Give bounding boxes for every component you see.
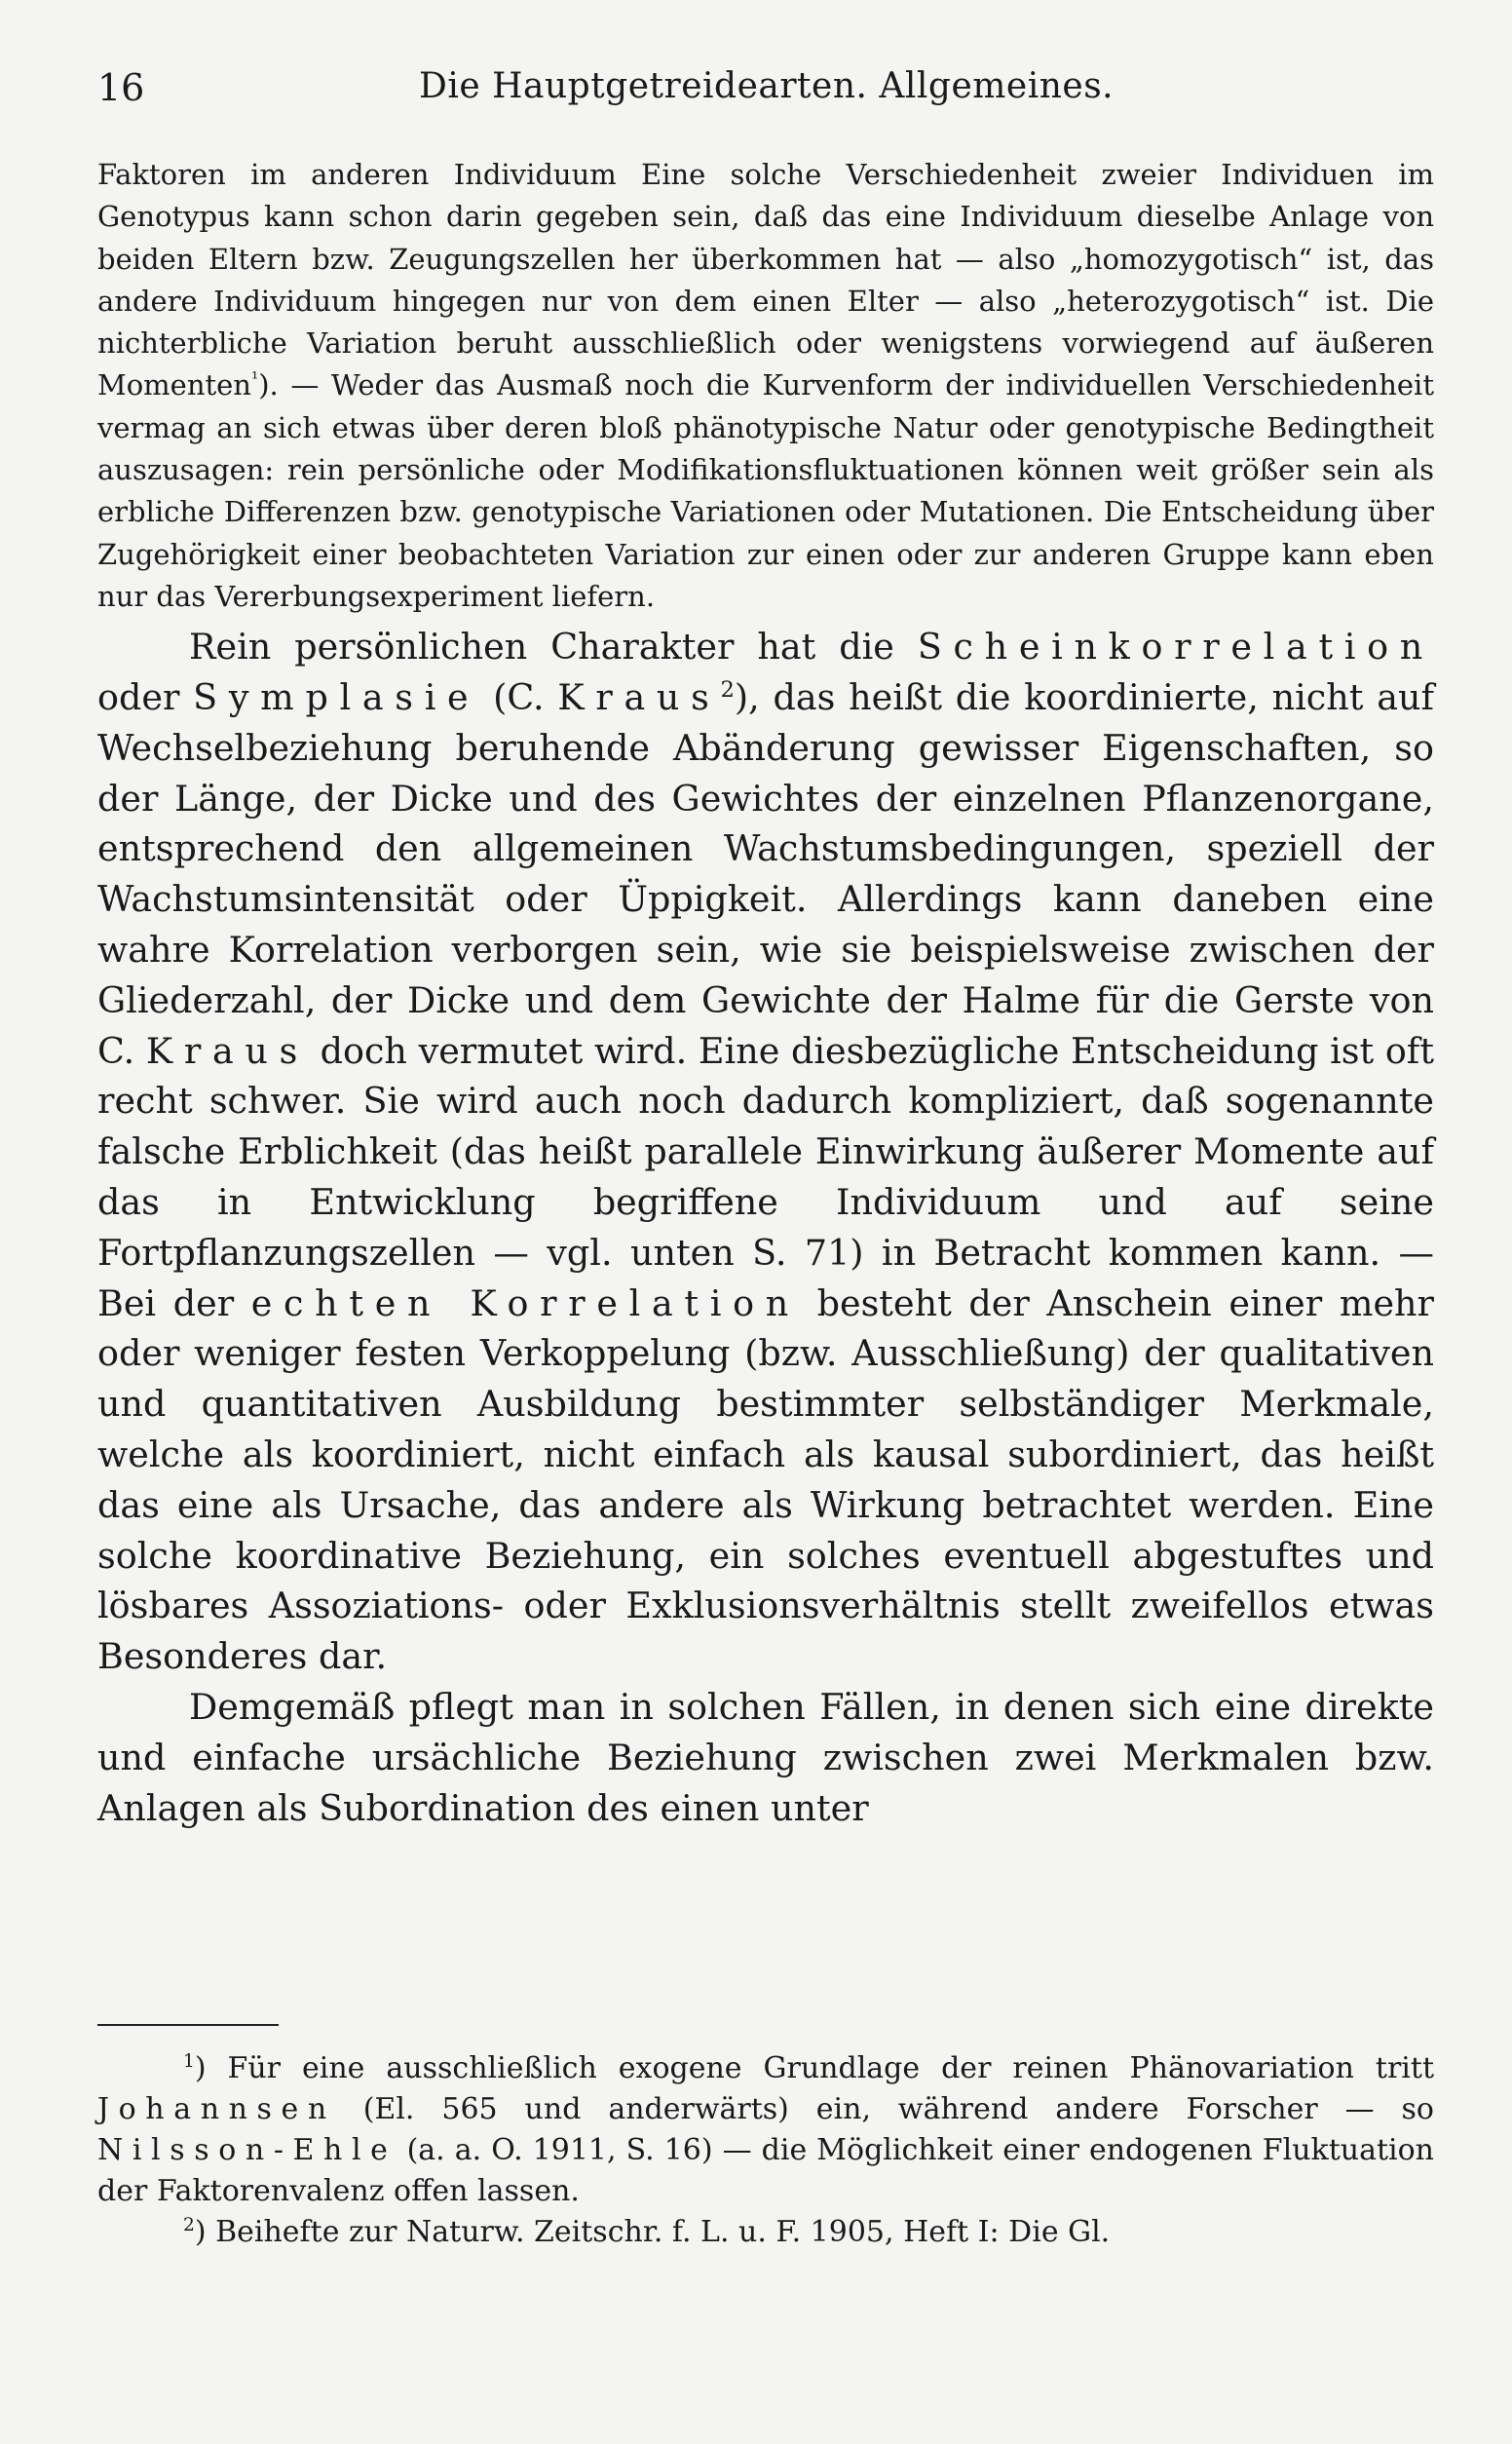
running-title: Die Hauptgetreidearten. Allgemeines. xyxy=(419,66,1115,106)
footnote-mark: 2 xyxy=(183,2215,195,2235)
paragraph-text: Rein persönlichen Charakter hat die xyxy=(189,626,918,668)
paragraph-text: Faktoren im anderen Individuum Eine solche Verschiedenheit zweier Individuen im Genotypus kann schon darin gegeben sein, daß das eine Individuum dieselbe Anlage von beiden Eltern bzw. Zeugungszellen her überkommen hat — also „homozygotisch“ ist, das andere Individuum hingegen nur von dem einen Elter — also „heterozygotisch“ ist. Die nichterbliche Variation beruht ausschließlich oder wenigstens vorwiegend auf äußeren Momenten xyxy=(97,158,1434,402)
main-text xyxy=(97,154,1434,1833)
author-name: Johannsen xyxy=(97,2092,336,2126)
paragraph-text: besteht der Anschein einer mehr oder weniger festen Verkoppelung (bzw. Ausschließung) der qualitativen und quantitativen Ausbildung bestimmter selbständiger Merkmale, welche als koordiniert, nicht einfach als kausal subordiniert, das heißt das eine als Ursache, das andere als Wirkung betrachtet werden. Eine solche koordinative Beziehung, ein solches eventuell abgestuftes und lösbares Assoziations- oder Exklusionsverhältnis stellt zweifellos etwas Besonderes dar. xyxy=(97,1281,1434,1678)
page-header xyxy=(97,66,1452,125)
paragraph-text: ). — Weder das Ausmaß noch die Kurvenform der individuellen Verschiedenheit vermag an sich etwas über deren bloß phänotypische Natur oder genotypische Bedingtheit auszusagen: rein persönliche oder Modifikationsfluktuationen können weit größer sein als erbliche Differenzen bzw. genotypische Variationen oder Mutationen. Die Entscheidung über Zugehörigkeit einer beobachteten Variation zur einen oder zur anderen Gruppe kann eben nur das Vererbungsexperiment liefern. xyxy=(97,368,1434,613)
emphasized-term: echten Korrelation xyxy=(250,1281,800,1324)
author-name: Nilsson-Ehle xyxy=(97,2133,397,2167)
paragraph-text: doch vermutet wird. Eine diesbezügliche Entscheidung ist oft recht schwer. Sie wird auch noch dadurch kompliziert, daß sogenannte falsche Erblichkeit (das heißt parallele Einwirkung äußerer Momente auf das in Entwicklung begriffene Individuum und auf seine Fortpflanzungszellen — vgl. unten S. 71) in Betracht kommen kann. — Bei der xyxy=(97,1029,1434,1324)
footnotes xyxy=(97,2048,1434,2253)
footnote-text: ) Beihefte zur Naturw. Zeitschr. f. L. u. F. 1905, Heft I: Die Gl. xyxy=(194,2215,1111,2249)
footnote-reference: ¹ xyxy=(251,368,259,390)
paragraph-correlation xyxy=(97,622,1434,1682)
footnote-divider xyxy=(97,2024,279,2026)
emphasized-term: Symplasie xyxy=(193,676,480,719)
paragraph-text: ), das heißt die koordinierte, nicht auf Wechselbeziehung beruhende Abänderung gewisser Eigenschaften, so der Länge, der Dicke und des Gewichtes der einzelnen Pflanzenorgane, entsprechend den allgemeinen Wachstumsbedingungen, speziell der Wachstumsintensität oder Üppigkeit. Allerdings kann daneben eine wahre Korrelation verborgen sein, wie sie beispielsweise zwischen der Gliederzahl, der Dicke und dem Gewichte der Halme für die Gerste von C. xyxy=(97,676,1434,1072)
author-name: Kraus xyxy=(557,676,721,719)
footnote-text: (a. a. O. 1911, S. 16) — die Möglichkeit einer endogenen Fluktuation der Faktorenvalenz offen lassen. xyxy=(97,2133,1434,2208)
emphasized-term: Scheinkorrelation xyxy=(917,626,1434,668)
footnote-text: (El. 565 und anderwärts) ein, während andere Forscher — so xyxy=(335,2092,1434,2126)
footnote-mark: 1 xyxy=(183,2051,195,2072)
paragraph-subordination xyxy=(97,1682,1434,1833)
footnote-2 xyxy=(97,2212,1434,2253)
author-name: Kraus xyxy=(145,1029,309,1072)
paragraph-text: oder xyxy=(97,676,194,719)
footnote-reference: 2 xyxy=(720,676,735,703)
page-number: 16 xyxy=(97,66,145,109)
paragraph-text: Demgemäß pflegt man in solchen Fällen, in denen sich eine direkte und einfache ursächliche Beziehung zwischen zwei Merkmalen bzw. Anlagen als Subordination des einen unter xyxy=(97,1686,1434,1829)
paragraph-text: (C. xyxy=(479,676,558,719)
footnote-text: ) Für eine ausschließlich exogene Grundlage der reinen Phänovariation tritt xyxy=(194,2051,1434,2085)
paragraph-variation xyxy=(97,154,1434,618)
footnote-1 xyxy=(97,2048,1434,2212)
